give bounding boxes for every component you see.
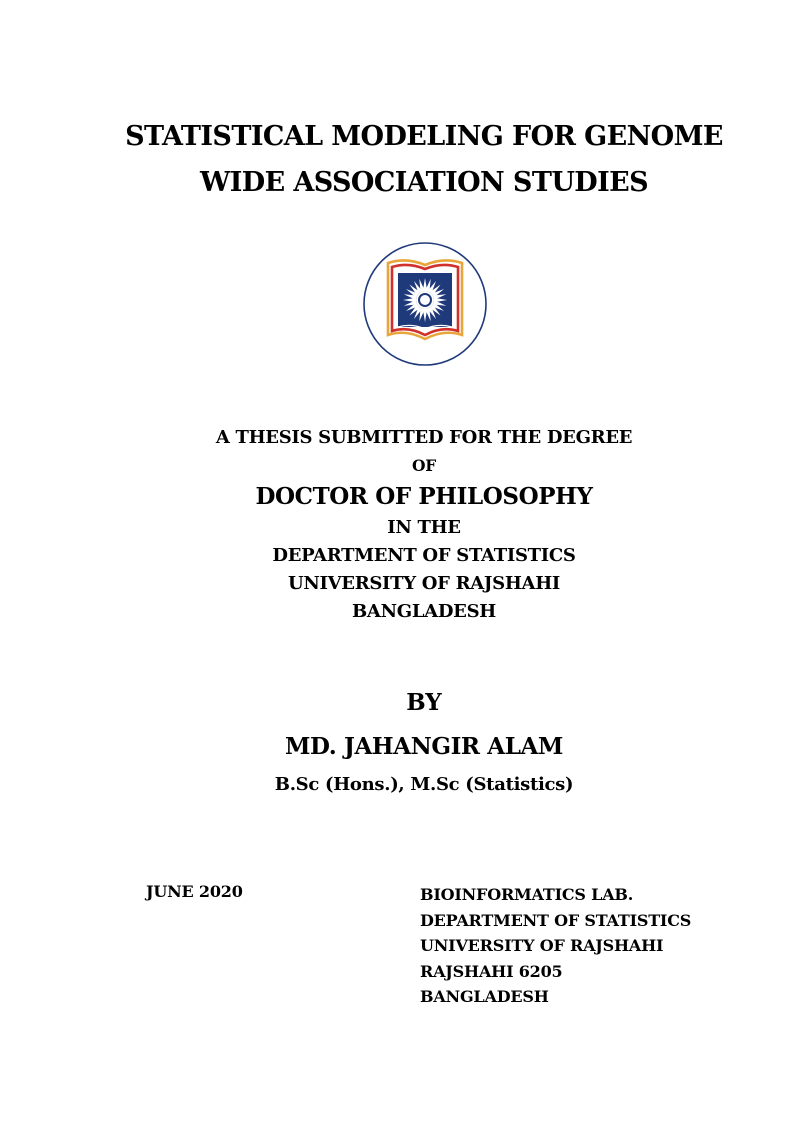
author-block bbox=[0, 686, 800, 800]
department-name: DEPARTMENT OF STATISTICS bbox=[272, 545, 576, 566]
address-lab: BIOINFORMATICS LAB. bbox=[420, 885, 634, 904]
of-line: OF bbox=[411, 456, 437, 475]
thesis-title-line-1: STATISTICAL MODELING FOR GENOME bbox=[125, 121, 723, 152]
address-department: DEPARTMENT OF STATISTICS bbox=[420, 910, 692, 930]
lab-address bbox=[420, 882, 691, 1010]
thesis-submitted-line: A THESIS SUBMITTED FOR THE DEGREE bbox=[215, 427, 633, 448]
address-university: UNIVERSITY OF RAJSHAHI bbox=[420, 936, 664, 955]
submission-date: JUNE 2020 bbox=[146, 882, 243, 901]
author-degrees: B.Sc (Hons.), M.Sc (Statistics) bbox=[274, 774, 574, 795]
thesis-title bbox=[0, 114, 800, 206]
university-name: UNIVERSITY OF RAJSHAHI bbox=[287, 573, 561, 594]
in-the-line: IN THE bbox=[387, 517, 461, 538]
country-name: BANGLADESH bbox=[352, 601, 496, 622]
university-seal-icon bbox=[362, 241, 488, 367]
thesis-title-line-2: WIDE ASSOCIATION STUDIES bbox=[200, 167, 648, 198]
address-city: RAJSHAHI 6205 bbox=[420, 961, 563, 981]
address-country: BANGLADESH bbox=[420, 987, 549, 1006]
author-name: MD. JAHANGIR ALAM bbox=[285, 733, 563, 760]
degree-statement bbox=[0, 424, 800, 626]
by-label: BY bbox=[406, 689, 442, 716]
degree-name: DOCTOR OF PHILOSOPHY bbox=[255, 483, 593, 510]
